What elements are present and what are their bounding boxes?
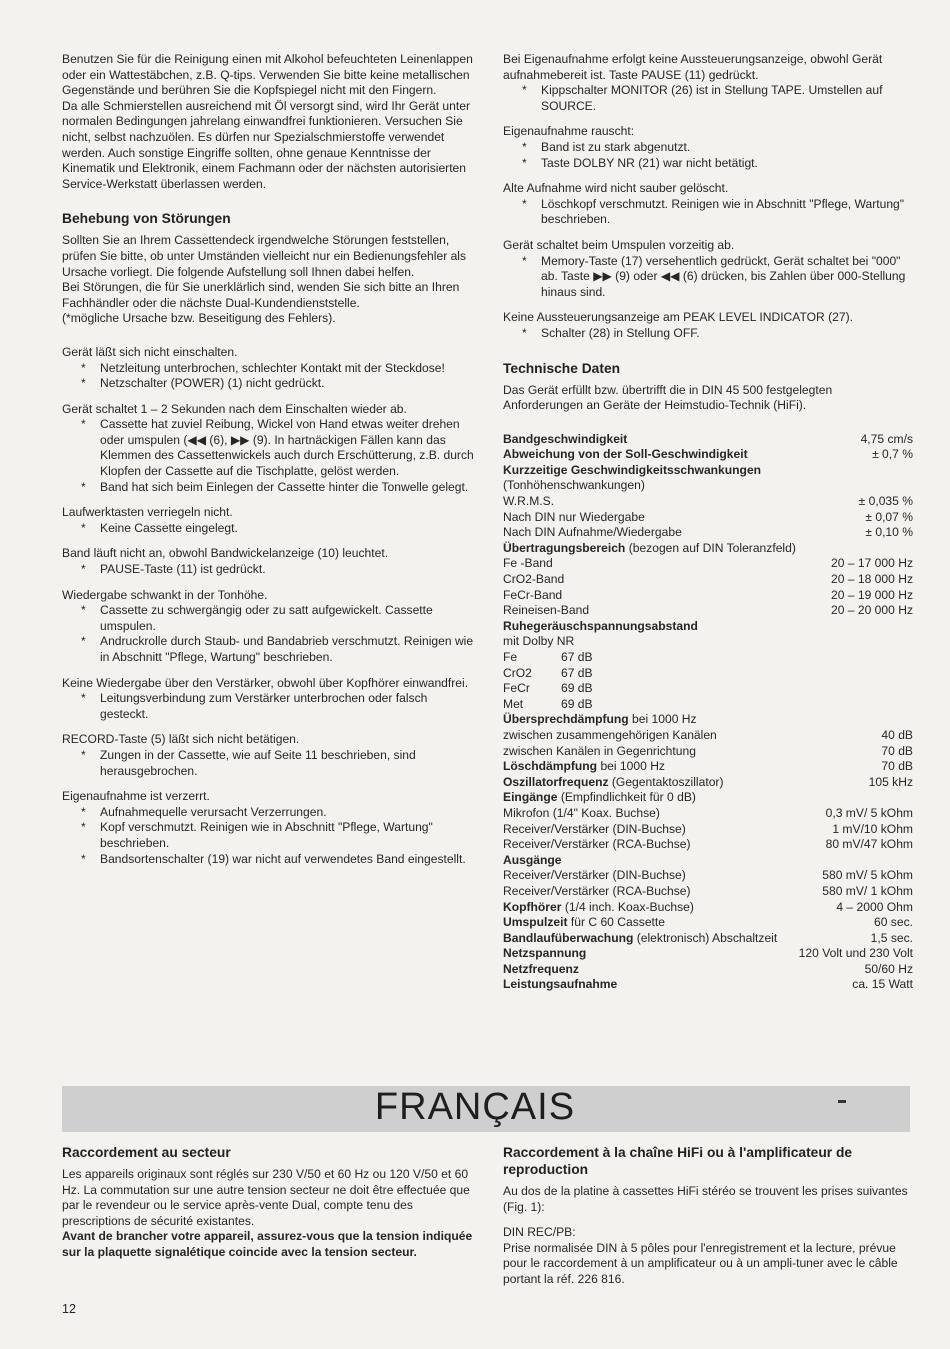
fault-group <box>503 52 913 114</box>
mains-connection-heading: Raccordement au secteur <box>62 1145 231 1160</box>
spec-row: CrO2 67 dB <box>503 665 593 680</box>
fault-group <box>503 181 913 228</box>
fault-title: Wiedergabe schwankt in der Tonhöhe. <box>62 587 268 602</box>
fault-group <box>62 732 474 779</box>
spec-row: Bandgeschwindigkeit 4,75 cm/s <box>503 431 913 446</box>
fault-title: Gerät schaltet beim Umspulen vorzeitig ab. <box>503 237 735 252</box>
hifi-connection-intro: Au dos de la platine à cassettes HiFi stéréo se trouvent les prises suivantes (Fig. 1): <box>503 1184 908 1214</box>
spec-row: Receiver/Verstärker (RCA-Buchse) 580 mV/ 1 kOhm <box>503 883 913 898</box>
tech-data-heading: Technische Daten <box>503 360 621 376</box>
spec-row: Ausgänge <box>503 852 562 867</box>
fault-group <box>62 676 474 723</box>
fault-title: Alte Aufnahme wird nicht sauber gelöscht. <box>503 181 729 196</box>
troubleshooting-intro: Sollten Sie an Ihrem Cassettendeck irgendwelche Störungen feststellen, prüfen Sie bitte, ob unter Umständen vielleicht nur ein Bedienungsfehler als Ursache vorliegt. Die folgende Aufstellung soll Ihnen dabei helfen. <box>62 233 467 279</box>
spec-row: FeCr-Band 20 – 19 000 Hz <box>503 587 913 602</box>
fault-remedy: * Band ist zu stark abgenutzt. <box>503 140 913 156</box>
fault-group <box>62 402 474 496</box>
spec-row: zwischen zusammengehörigen Kanälen 40 dB <box>503 727 913 742</box>
fault-remedy: * Schalter (28) in Stellung OFF. <box>503 326 913 342</box>
fault-group <box>62 546 474 577</box>
spec-row: Kopfhörer (1/4 inch. Koax-Buchse) 4 – 2000 Ohm <box>503 899 913 914</box>
fault-remedy: * Bandsortenschalter (19) war nicht auf verwendetes Band eingestellt. <box>62 852 474 868</box>
spec-row: Fe -Band 20 – 17 000 Hz <box>503 556 913 571</box>
fault-group <box>503 238 913 300</box>
spec-row: Netzfrequenz 50/60 Hz <box>503 961 913 976</box>
spec-row: FeCr 69 dB <box>503 681 593 696</box>
fault-title: Keine Wiedergabe über den Verstärker, obwohl über Kopfhörer einwandfrei. <box>62 675 469 690</box>
mains-voltage-warning: Avant de brancher votre appareil, assurez-vous que la tension indiquée sur la plaquette signalétique coincide avec la tension secteur. <box>62 1229 473 1259</box>
spec-row: Nach DIN nur Wiedergabe ± 0,07 % <box>503 509 913 524</box>
fault-group <box>503 124 913 171</box>
spec-row: Übertragungsbereich (bezogen auf DIN Toleranzfeld) <box>503 540 796 555</box>
fault-remedy: * Löschkopf verschmutzt. Reinigen wie in Abschnitt "Pflege, Wartung" beschrieben. <box>503 197 913 228</box>
fault-remedy: * Andruckrolle durch Staub- und Bandabrieb verschmutzt. Reinigen wie in Abschnitt "Pflege, Wartung" beschrieben. <box>62 634 474 665</box>
spec-row: Receiver/Verstärker (RCA-Buchse) 80 mV/47 kOhm <box>503 837 913 852</box>
page-number: 12 <box>62 1302 76 1316</box>
francais-right-column <box>503 1144 913 1288</box>
fault-group <box>62 345 474 392</box>
fault-remedy: * Netzschalter (POWER) (1) nicht gedrückt. <box>62 376 474 392</box>
spec-row: Fe 67 dB <box>503 650 593 664</box>
right-column <box>503 52 913 993</box>
fault-title: RECORD-Taste (5) läßt sich nicht betätigen. <box>62 732 300 747</box>
fault-group <box>62 588 474 666</box>
fault-remedy: * Cassette hat zuviel Reibung, Wickel von Hand etwas weiter drehen oder umspulen (◀◀ (6), ▶▶ (9). In hartnäckigen Fällen kann das Klemmen des Cassettenwickels auch durch Erschütterung, z.B. durch Klopfen der Cassette auf die Tischplatte, gelöst werden. <box>62 417 474 479</box>
fault-remedy: * Kopf verschmutzt. Reinigen wie in Abschnitt "Pflege, Wartung" beschrieben. <box>62 820 474 851</box>
fault-remedy: * Band hat sich beim Einlegen der Cassette hinter die Tonwelle gelegt. <box>62 480 474 496</box>
fault-remedy: * Leitungsverbindung zum Verstärker unterbrochen oder falsch gesteckt. <box>62 691 474 722</box>
spec-table <box>503 432 913 993</box>
spec-row: Met 69 dB <box>503 696 593 711</box>
fault-title: Bei Eigenaufnahme erfolgt keine Aussteuerungsanzeige, obwohl Gerät aufnahmebereit ist. Taste PAUSE (11) gedrückt. <box>503 52 883 82</box>
din-socket-description: Prise normalisée DIN à 5 pôles pour l'enregistrement et la lecture, prévue pour le raccordement à un amplificateur ou à un ampli-tuner avec le câble portant la réf. 226 816. <box>503 1240 898 1286</box>
spec-row: Nach DIN Aufnahme/Wiedergabe ± 0,10 % <box>503 525 913 540</box>
fault-group <box>62 789 474 867</box>
spec-row: Löschdämpfung bei 1000 Hz 70 dB <box>503 759 913 774</box>
spec-row: Netzspannung 120 Volt und 230 Volt <box>503 946 913 961</box>
cleaning-paragraph: Benutzen Sie für die Reinigung einen mit Alkohol befeuchteten Leinenlappen oder ein Wattestäbchen, z.B. Q-tips. Verwenden Sie bitte keine metallischen Gegenstände und berühren Sie die Kopfspiegel nicht mit den Fingern. <box>62 52 473 98</box>
francais-left-column <box>62 1144 474 1261</box>
fault-title: Eigenaufnahme rauscht: <box>503 124 635 139</box>
francais-title: FRANÇAIS <box>374 1086 576 1128</box>
fault-remedy: * Netzleitung unterbrochen, schlechter Kontakt mit der Steckdose! <box>62 361 474 377</box>
spec-row: CrO2-Band 20 – 18 000 Hz <box>503 572 913 587</box>
fault-remedy: * Memory-Taste (17) versehentlich gedrückt, Gerät schaltet bei "000" ab. Taste ▶▶ (9) oder ◀◀ (6) drücken, bis Zahlen über 000-Stellung hinaus sind. <box>503 254 913 301</box>
spec-row: (Tonhöhenschwankungen) <box>503 478 645 493</box>
spec-row: Mikrofon (1/4" Koax. Buchse) 0,3 mV/ 5 kOhm <box>503 805 913 820</box>
spec-row: mit Dolby NR <box>503 634 575 649</box>
dash-mark <box>838 1100 846 1103</box>
spec-row: Übersprechdämpfung bei 1000 Hz <box>503 712 697 727</box>
troubleshooting-note: (*mögliche Ursache bzw. Beseitigung des Fehlers). <box>62 311 336 326</box>
spec-row: Receiver/Verstärker (DIN-Buchse) 1 mV/10 kOhm <box>503 821 913 836</box>
spec-row: Oszillatorfrequenz (Gegentaktoszillator) 105 kHz <box>503 774 913 789</box>
fault-title: Band läuft nicht an, obwohl Bandwickelanzeige (10) leuchtet. <box>62 546 389 561</box>
fault-title: Gerät läßt sich nicht einschalten. <box>62 344 238 359</box>
left-column <box>62 52 474 867</box>
fault-remedy: * PAUSE-Taste (11) ist gedrückt. <box>62 562 474 578</box>
din-socket-label: DIN REC/PB: <box>503 1225 576 1240</box>
fault-title: Laufwerktasten verriegeln nicht. <box>62 505 233 520</box>
fault-remedy: * Aufnahmequelle verursacht Verzerrungen. <box>62 805 474 821</box>
troubleshooting-heading: Behebung von Störungen <box>62 211 231 227</box>
spec-row: Receiver/Verstärker (DIN-Buchse) 580 mV/ 5 kOhm <box>503 868 913 883</box>
spec-row: Abweichung von der Soll-Geschwindigkeit ± 0,7 % <box>503 447 913 462</box>
spec-row: W.R.M.S. ± 0,035 % <box>503 494 913 509</box>
troubleshooting-service: Bei Störungen, die für Sie unerklärlich sind, wenden Sie sich bitte an Ihren Fachhändler oder die nächste Dual-Kundendienststelle. <box>62 280 460 310</box>
fault-remedy: * Keine Cassette eingelegt. <box>62 521 474 537</box>
spec-row: Bandlaufüberwachung (elektronisch) Abschaltzeit 1,5 sec. <box>503 930 913 945</box>
spec-row: Eingänge (Empfindlichkeit für 0 dB) <box>503 790 696 805</box>
lubrication-paragraph: Da alle Schmierstellen ausreichend mit Öl versorgt sind, wird Ihr Gerät unter normalen Bedingungen jahrelang einwandfrei funktionieren. Versuchen Sie nicht, selbst nachzuölen. Es dürfen nur Spezialschmierstoffe verwendet werden. Auch sonstige Eingriffe sollten, ohne genaue Kenntnisse der Kinematik und Elektronik, einem Fachmann oder der nächsten autorisierten Service-Werkstatt überlassen werden. <box>62 98 470 191</box>
fault-remedy: * Cassette zu schwergängig oder zu satt aufgewickelt. Cassette umspulen. <box>62 603 474 634</box>
mains-connection-paragraph: Les appareils originaux sont réglés sur 230 V/50 et 60 Hz ou 120 V/50 et 60 Hz. La commutation sur une autre tension secteur ne doit être effectuée que par le revendeur ou le service après-vente Dual, compte tenu des prescriptions de sécurité existantes. <box>62 1167 470 1228</box>
spec-row: Ruhegeräuschspannungsabstand <box>503 618 698 633</box>
fault-group <box>62 505 474 536</box>
fault-title: Keine Aussteuerungsanzeige am PEAK LEVEL INDICATOR (27). <box>503 310 853 325</box>
hifi-connection-heading: Raccordement à la chaîne HiFi ou à l'amplificateur de reproduction <box>503 1145 853 1177</box>
fault-group <box>503 310 913 341</box>
spec-row: Reineisen-Band 20 – 20 000 Hz <box>503 603 913 618</box>
spec-row: zwischen Kanälen in Gegenrichtung 70 dB <box>503 743 913 758</box>
spec-row: Leistungsaufnahme ca. 15 Watt <box>503 977 913 992</box>
fault-remedy: * Zungen in der Cassette, wie auf Seite 11 beschrieben, sind herausgebrochen. <box>62 748 474 779</box>
fault-title: Eigenaufnahme ist verzerrt. <box>62 789 210 804</box>
spec-row: Kurzzeitige Geschwindigkeitsschwankungen <box>503 462 762 477</box>
spec-row: Umspulzeit für C 60 Cassette 60 sec. <box>503 915 913 930</box>
fault-remedy: * Kippschalter MONITOR (26) ist in Stellung TAPE. Umstellen auf SOURCE. <box>503 83 913 114</box>
fault-remedy: * Taste DOLBY NR (21) war nicht betätigt. <box>503 156 913 172</box>
fault-title: Gerät schaltet 1 – 2 Sekunden nach dem Einschalten wieder ab. <box>62 401 407 416</box>
tech-data-intro: Das Gerät erfüllt bzw. übertrifft die in DIN 45 500 festgelegten Anforderungen an Geräte der Heimstudio-Technik (HiFi). <box>503 382 833 413</box>
